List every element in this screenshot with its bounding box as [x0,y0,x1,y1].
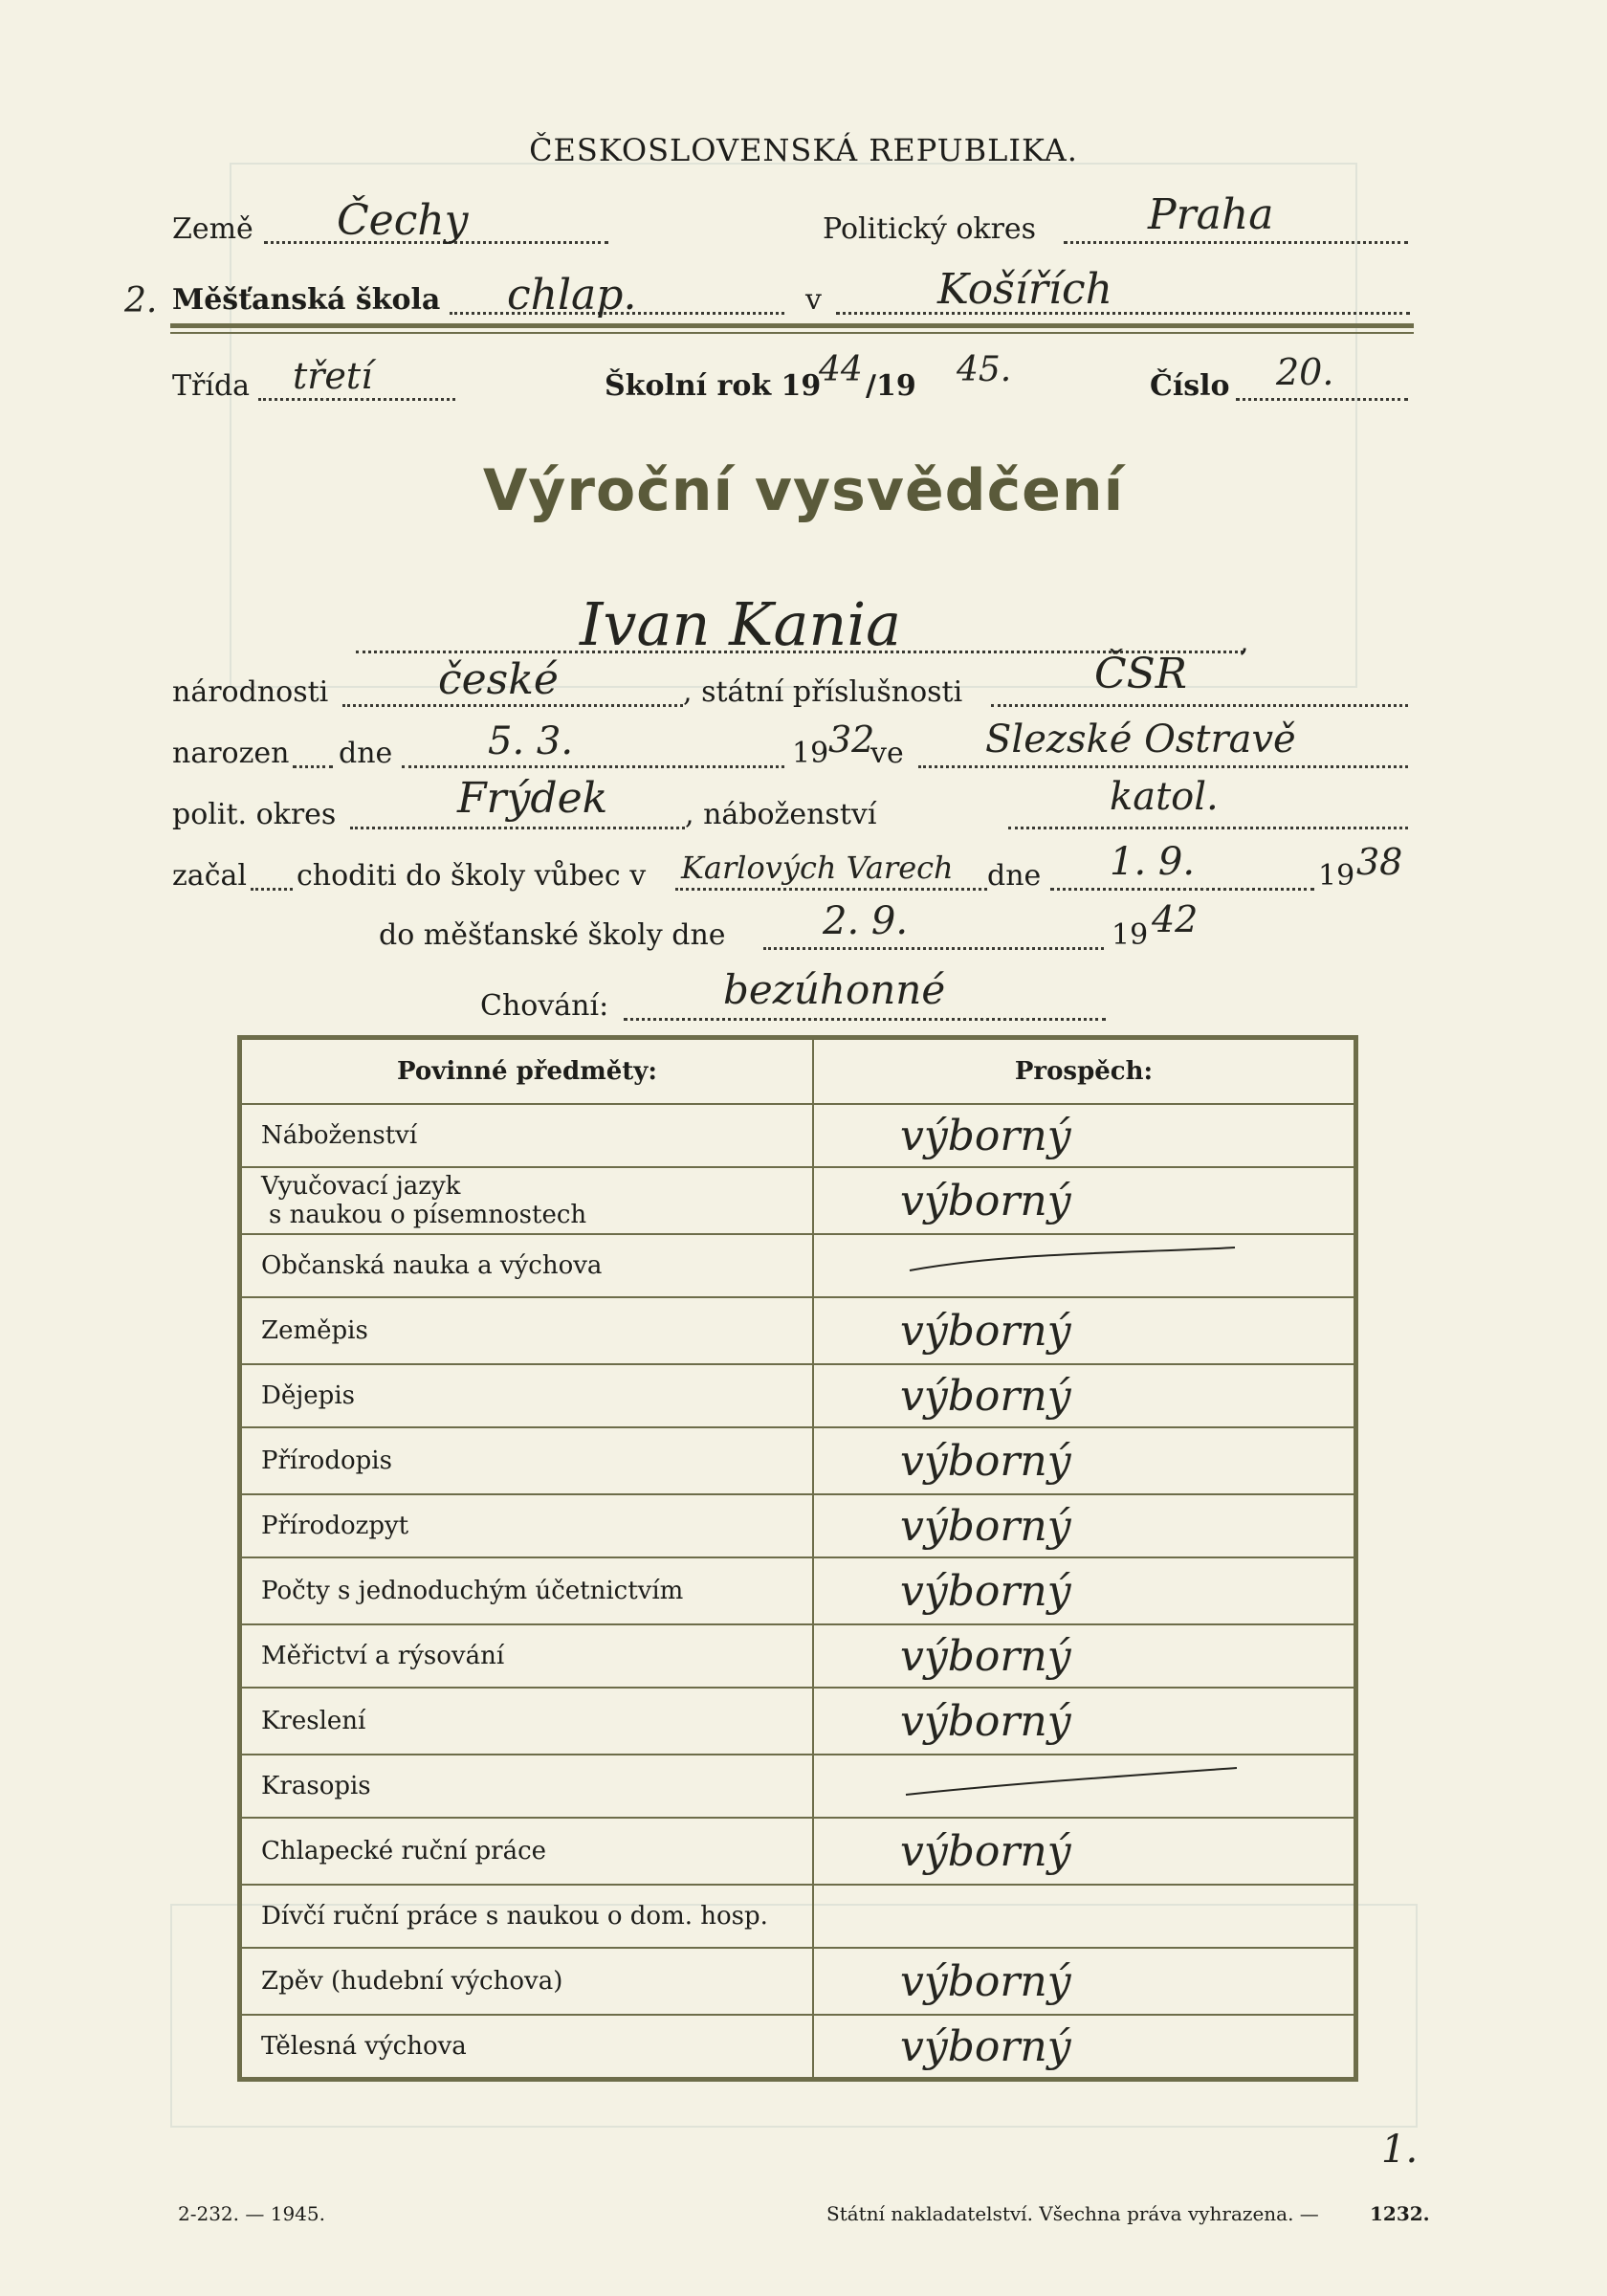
grade-cell: výborný [813,1427,1356,1494]
zeme-label: Země [172,212,253,246]
cislo-label: Číslo [1150,369,1230,403]
grades-table [237,1035,1358,2082]
trida-label: Třída [172,369,251,403]
okres-line [1064,241,1408,244]
grade-cell: výborný [813,1297,1356,1364]
narozen-date-line [402,765,784,768]
grade-cell: výborný [813,1624,1356,1688]
zacal-dne: dne [987,859,1042,893]
table-row [240,1167,1356,1234]
dash-stroke [900,1762,1244,1800]
table-row [240,1427,1356,1494]
v-label: v [805,283,822,317]
grade-cell [813,1755,1356,1818]
subject-cell: Náboženství [240,1104,814,1167]
table-row [240,1885,1356,1948]
double-rule-top [170,323,1414,328]
grade-cell: výborný [813,1818,1356,1885]
republic-heading: ČESKOSLOVENSKÁ REPUBLIKA. [529,132,1078,168]
footer-number: 1232. [1370,2202,1430,2225]
trida-value: třetí [293,355,373,397]
narozen-year: 32 [828,718,875,761]
narozen-label: narozen [172,737,290,770]
name-comma: , [1240,626,1249,659]
subject-line-2: s naukou o písemnostech [269,1201,587,1229]
prislusnosti-line [991,704,1408,707]
subject-cell: Zpěv (hudební výchova) [240,1948,814,2015]
table-row [240,1818,1356,1885]
subject-cell: Přírodozpyt [240,1494,814,1557]
narozen-dne: dne [339,737,393,770]
subject-cell: Kreslení [240,1688,814,1755]
table-row [240,1104,1356,1167]
okres-value: Praha [1148,190,1274,239]
grade-cell: výborný [813,1557,1356,1624]
narozen-gap [293,765,333,768]
table-row [240,2015,1356,2080]
polit-okres-line [350,827,685,829]
table-row [240,1948,1356,2015]
subject-line-1: Vyučovací jazyk [261,1172,461,1201]
rok-label: Školní rok 19 [605,369,822,403]
subject-cell: Přírodopis [240,1427,814,1494]
polit-okres-value: Frýdek [457,774,608,823]
mest-date-line [763,947,1104,950]
table-row [240,1297,1356,1364]
skola-prefix: 2. [124,281,158,320]
table-row [240,1755,1356,1818]
narodnosti-line [342,704,683,707]
v-value: Košířích [937,265,1112,314]
zeme-value: Čechy [337,196,469,245]
footer-right: Státní nakladatelství. Všechna práva vyhrazena. — [826,2202,1319,2225]
ve-value: Slezské Ostravě [985,718,1296,762]
subject-cell: Krasopis [240,1755,814,1818]
subject-cell: Tělesná výchova [240,2015,814,2080]
mest-year: 42 [1152,898,1199,940]
table-row [240,1494,1356,1557]
rok-from: 44 [819,350,863,389]
narodnosti-value: české [438,655,559,704]
grade-cell [813,1234,1356,1297]
zacal-place: Karlových Varech [681,850,954,886]
zacal-year-prefix: 19 [1318,859,1355,893]
chovani-line [624,1018,1106,1021]
nabozenstvi-line [1008,827,1408,829]
cislo-value: 20. [1276,351,1334,393]
ve-label: ve [870,737,904,770]
table-row [240,1688,1356,1755]
grade-cell: výborný [813,1494,1356,1557]
table-row [240,1364,1356,1427]
mest-year-prefix: 19 [1112,918,1149,952]
page-mark: 1. [1381,2128,1419,2172]
narodnosti-label: národnosti [172,675,329,709]
zacal-date: 1. 9. [1110,840,1196,884]
grade-cell: výborný [813,1364,1356,1427]
subject-cell: Občanská nauka a výchova [240,1234,814,1297]
subject-cell: Počty s jednoduchým účetnictvím [240,1557,814,1624]
subject-cell: Dívčí ruční práce s naukou o dom. hosp. [240,1885,814,1948]
zacal-label: začal [172,859,247,893]
chovani-value: bezúhonné [723,966,946,1013]
polit-okres-label: polit. okres [172,798,337,831]
double-rule-bottom [170,332,1414,334]
document-title: Výroční vysvědčení [482,457,1125,524]
skola-label: Měšťanská škola [172,283,441,317]
zacal-gap [251,888,293,891]
mest-date: 2. 9. [823,899,909,943]
prislusnosti-label: , státní příslušnosti [683,675,963,709]
prislusnosti-value: ČSR [1094,650,1187,698]
narozen-year-prefix: 19 [792,737,829,770]
mest-label: do měšťanské školy dne [379,918,726,952]
subject-cell: Zeměpis [240,1297,814,1364]
zacal-year: 38 [1356,841,1403,883]
col-grade-header: Prospěch: [813,1038,1356,1105]
grade-cell: výborný [813,2015,1356,2080]
okres-label: Politický okres [823,212,1037,246]
zacal-date-line [1050,888,1314,891]
rok-sep: /19 [866,369,916,403]
table-row [240,1557,1356,1624]
dash-stroke [900,1242,1244,1280]
subject-cell: Měřictví a rýsování [240,1624,814,1688]
grade-cell: výborný [813,1688,1356,1755]
skola-value: chlap. [507,271,637,320]
col-subject-header: Povinné předměty: [240,1038,814,1105]
v-line [836,312,1410,315]
table-row [240,1234,1356,1297]
grade-cell: výborný [813,1167,1356,1234]
grade-cell: výborný [813,1948,1356,2015]
nabozenstvi-value: katol. [1110,775,1219,819]
zacal-text: choditi do školy vůbec v [297,859,647,893]
ve-line [918,765,1408,768]
cislo-line [1236,398,1408,401]
grade-cell: výborný [813,1104,1356,1167]
student-name: Ivan Kania [580,589,902,659]
footer-left: 2-232. — 1945. [178,2202,325,2225]
narozen-date: 5. 3. [488,719,574,763]
nabozenstvi-label: , náboženství [685,798,877,831]
subject-cell: Dějepis [240,1364,814,1427]
grades-header-row [240,1038,1356,1105]
table-row [240,1624,1356,1688]
subject-cell [240,1167,814,1234]
subject-cell: Chlapecké ruční práce [240,1818,814,1885]
chovani-label: Chování: [480,989,609,1023]
grade-cell [813,1885,1356,1948]
rok-to: 45. [957,350,1012,389]
